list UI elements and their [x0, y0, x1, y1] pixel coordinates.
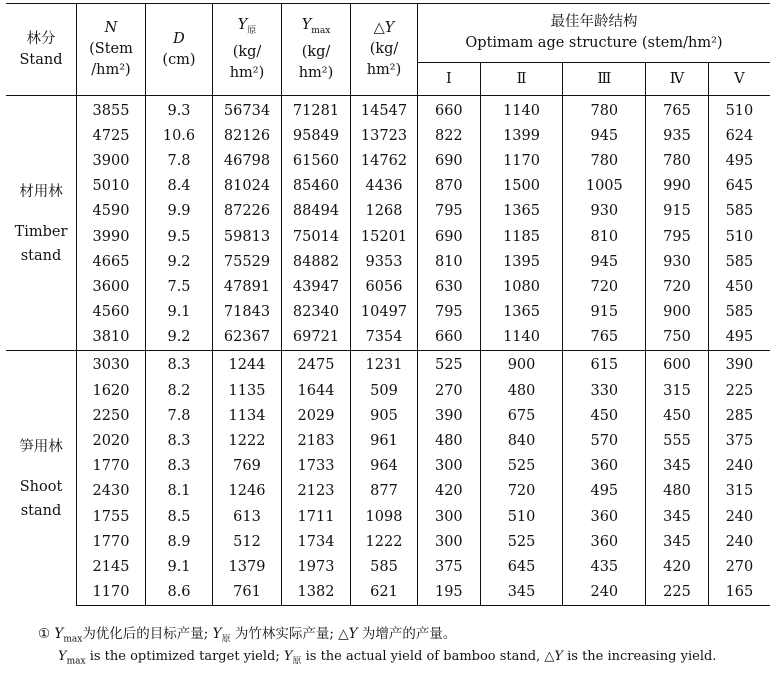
table-cell: 88494 [282, 199, 351, 224]
y-max-unit-1: (kg/ [301, 43, 331, 60]
table-row [6, 224, 770, 249]
table-cell: 8.3 [146, 350, 213, 378]
table-cell: 495 [725, 329, 754, 346]
table-cell: 240 [725, 458, 754, 475]
table-cell: 870 [418, 174, 481, 199]
table-cell: 2475 [282, 350, 351, 378]
table-cell: 1222 [213, 428, 282, 453]
table-cell: 1170 [480, 148, 563, 173]
table-cell: 930 [646, 249, 709, 274]
table-cell: 330 [563, 378, 646, 403]
table-cell: 56734 [213, 96, 282, 124]
table-cell: 82340 [282, 300, 351, 325]
table-cell: 5010 [77, 174, 146, 199]
age-class-2: Ⅱ [480, 63, 563, 96]
table-cell: 480 [418, 428, 481, 453]
footnote-cn-1: 为优化后的目标产量; [82, 626, 209, 642]
table-cell: 660 [418, 96, 481, 124]
table-cell: 495 [725, 152, 754, 169]
table-cell: 877 [351, 479, 418, 504]
table-cell: 315 [646, 378, 709, 403]
table-cell: 2250 [77, 403, 146, 428]
table-row [6, 454, 770, 479]
table-cell: 510 [480, 504, 563, 529]
table-cell: 9.2 [146, 249, 213, 274]
footnote-en [58, 647, 716, 672]
table-cell: 1246 [213, 479, 282, 504]
table-cell: 512 [213, 529, 282, 554]
table-cell: 300 [418, 504, 481, 529]
table-cell: 750 [646, 325, 709, 351]
table-cell: 390 [418, 403, 481, 428]
table-cell: 822 [418, 123, 481, 148]
stand-header-en: Stand [19, 51, 63, 68]
table-cell: 15201 [351, 224, 418, 249]
table-cell: 450 [646, 403, 709, 428]
table-cell: 1185 [480, 224, 563, 249]
table-cell: 795 [646, 224, 709, 249]
table-cell: 1098 [351, 504, 418, 529]
table-cell: 225 [725, 382, 754, 399]
table-cell: 8.9 [146, 529, 213, 554]
table-cell: 84882 [282, 249, 351, 274]
shoot-stand-label [6, 350, 77, 605]
table-cell: 1733 [282, 454, 351, 479]
table-cell: 3990 [77, 224, 146, 249]
table-cell: 4590 [77, 199, 146, 224]
table-cell: 8.1 [146, 479, 213, 504]
table-cell: 600 [646, 350, 709, 378]
table-cell: 3030 [77, 350, 146, 378]
table-cell: 2183 [282, 428, 351, 453]
table-cell: 645 [480, 554, 563, 579]
table-cell: 1395 [480, 249, 563, 274]
table-cell: 1005 [563, 174, 646, 199]
table-cell: 8.3 [146, 454, 213, 479]
table-cell: 450 [725, 278, 754, 295]
table-cell: 270 [725, 558, 754, 575]
table-cell: 71281 [282, 96, 351, 124]
table-cell: 795 [418, 300, 481, 325]
table-cell: 9.3 [146, 96, 213, 124]
table-cell: 765 [563, 325, 646, 351]
table-cell: 62367 [213, 325, 282, 351]
table-cell: 1644 [282, 378, 351, 403]
y-actual-unit-1: (kg/ [232, 43, 262, 60]
table-cell: 480 [646, 479, 709, 504]
table-cell: 1755 [77, 504, 146, 529]
table-cell: 935 [646, 123, 709, 148]
age-class-1: Ⅰ [418, 63, 481, 96]
footnote-en-1: is the optimized target yield; [89, 649, 280, 664]
table-cell: 1379 [213, 554, 282, 579]
table-cell: 7354 [351, 325, 418, 351]
table-cell: 69721 [282, 325, 351, 351]
table-cell: 8.2 [146, 378, 213, 403]
footnote-ymax-sub: max [63, 634, 83, 645]
table-cell: 14762 [351, 148, 418, 173]
table-cell: 570 [563, 428, 646, 453]
table-cell: 360 [563, 504, 646, 529]
table-cell: 59813 [213, 224, 282, 249]
table-cell: 375 [418, 554, 481, 579]
table-cell: 3900 [77, 148, 146, 173]
table-row [6, 529, 770, 554]
table-cell: 375 [725, 433, 754, 450]
table-row [6, 325, 770, 351]
table-row [6, 504, 770, 529]
table-cell: 95849 [282, 123, 351, 148]
y-max-symbol: Y [301, 17, 312, 34]
table-cell: 1222 [351, 529, 418, 554]
table-cell: 285 [725, 407, 754, 424]
footnote-ymax: Y [54, 626, 64, 642]
table-cell: 9.2 [146, 325, 213, 351]
table-cell: 420 [418, 479, 481, 504]
table-cell: 3810 [77, 325, 146, 351]
age-title-en: Optimam age structure (stem/hm²) [465, 35, 723, 51]
table-cell: 961 [351, 428, 418, 453]
y-actual-header [213, 4, 282, 96]
table-cell: 1770 [77, 454, 146, 479]
table-cell: 525 [480, 454, 563, 479]
table-cell: 624 [725, 127, 754, 144]
table-cell: 1734 [282, 529, 351, 554]
table-cell: 915 [646, 199, 709, 224]
table-cell: 240 [725, 508, 754, 525]
table-cell: 1365 [480, 300, 563, 325]
table-cell: 345 [646, 454, 709, 479]
d-unit: (cm) [162, 51, 196, 68]
shoot-label-cn: 笋用林 [19, 439, 63, 456]
table-cell: 225 [646, 580, 709, 606]
table-cell: 8.5 [146, 504, 213, 529]
table-cell: 450 [563, 403, 646, 428]
table-cell: 270 [418, 378, 481, 403]
table-cell: 945 [563, 249, 646, 274]
table-cell: 4725 [77, 123, 146, 148]
d-header [146, 4, 213, 96]
footnote-en-dy: △Y [544, 649, 563, 664]
table-cell: 85460 [282, 174, 351, 199]
table-row [6, 96, 770, 124]
table-cell: 13723 [351, 123, 418, 148]
n-unit-2: /hm²) [91, 62, 131, 78]
y-max-sub: max [311, 25, 331, 36]
footnote-cn-3: 为增产的产量。 [361, 626, 457, 642]
table-cell: 6056 [351, 274, 418, 299]
table-cell: 10.6 [146, 123, 213, 148]
table-cell: 43947 [282, 274, 351, 299]
footnote-cn-2: 为竹林实际产量; [234, 626, 334, 642]
table-cell: 1382 [282, 580, 351, 606]
table-cell: 9.9 [146, 199, 213, 224]
table-cell: 8.3 [146, 428, 213, 453]
table-row [6, 123, 770, 148]
table-cell: 795 [418, 199, 481, 224]
table-cell: 2029 [282, 403, 351, 428]
table-cell: 621 [351, 580, 418, 606]
table-row [6, 580, 770, 606]
table-cell: 9.1 [146, 300, 213, 325]
dy-symbol: △Y [373, 20, 395, 36]
table-cell: 585 [725, 304, 754, 321]
timber-label-cn: 材用林 [19, 183, 63, 200]
table-cell: 810 [563, 224, 646, 249]
stand-header [6, 4, 77, 96]
table-cell: 360 [563, 454, 646, 479]
table-cell: 660 [418, 325, 481, 351]
table-cell: 780 [563, 148, 646, 173]
footnote-en-ymax-sub: max [66, 656, 86, 667]
table-row [6, 148, 770, 173]
table-cell: 1244 [213, 350, 282, 378]
table-cell: 1135 [213, 378, 282, 403]
footnote-en-ymax: Y [58, 649, 67, 664]
table-row [6, 249, 770, 274]
table-cell: 765 [646, 96, 709, 124]
table-cell: 1770 [77, 529, 146, 554]
dy-unit-2: hm²) [366, 62, 402, 78]
table-cell: 4560 [77, 300, 146, 325]
age-class-4: Ⅳ [646, 63, 709, 96]
table-row [6, 300, 770, 325]
table-cell: 61560 [282, 148, 351, 173]
table-cell: 300 [418, 454, 481, 479]
table-row [6, 554, 770, 579]
y-actual-unit-2: hm²) [229, 64, 265, 81]
table-cell: 990 [646, 174, 709, 199]
age-title-cn: 最佳年龄结构 [550, 14, 638, 30]
footnote-cn [38, 624, 456, 650]
table-cell: 3855 [77, 96, 146, 124]
y-actual-sub: 原 [247, 25, 257, 36]
stand-header-cn: 林分 [26, 30, 56, 47]
footnote-en-2: is the actual yield of bamboo stand, [305, 649, 541, 664]
table-cell: 675 [480, 403, 563, 428]
table-row [6, 479, 770, 504]
table-cell: 915 [563, 300, 646, 325]
table-cell: 345 [646, 504, 709, 529]
table-cell: 4665 [77, 249, 146, 274]
table-cell: 780 [646, 148, 709, 173]
table-cell: 720 [480, 479, 563, 504]
table-cell: 1500 [480, 174, 563, 199]
table-cell: 720 [563, 274, 646, 299]
table-cell: 315 [725, 483, 754, 500]
table-cell: 555 [646, 428, 709, 453]
footnote-marker: ① [38, 626, 51, 642]
table-cell: 1268 [351, 199, 418, 224]
table-cell: 525 [480, 529, 563, 554]
table-cell: 780 [563, 96, 646, 124]
table-cell: 81024 [213, 174, 282, 199]
timber-stand-label [6, 96, 77, 351]
table-row [6, 403, 770, 428]
table-cell: 345 [480, 580, 563, 606]
table-cell: 930 [563, 199, 646, 224]
table-cell: 240 [563, 580, 646, 606]
table-cell: 7.5 [146, 274, 213, 299]
table-cell: 7.8 [146, 403, 213, 428]
table-cell: 585 [725, 253, 754, 270]
table-cell: 900 [480, 350, 563, 378]
dy-unit-1: (kg/ [369, 41, 399, 57]
table-cell: 47891 [213, 274, 282, 299]
table-cell: 14547 [351, 96, 418, 124]
table-cell: 240 [725, 533, 754, 550]
table-cell: 4436 [351, 174, 418, 199]
table-cell: 510 [725, 228, 754, 245]
y-max-header [282, 4, 351, 96]
table-cell: 690 [418, 224, 481, 249]
table-cell: 1365 [480, 199, 563, 224]
table-cell: 46798 [213, 148, 282, 173]
table-cell: 165 [708, 580, 770, 606]
d-symbol: D [173, 30, 185, 47]
dy-header [351, 4, 418, 96]
footnote-en-y-actual-sub: 原 [292, 656, 302, 667]
table-cell: 7.8 [146, 148, 213, 173]
table-cell: 525 [418, 350, 481, 378]
table-cell: 8.4 [146, 174, 213, 199]
table-row [6, 199, 770, 224]
table-cell: 87226 [213, 199, 282, 224]
table-cell: 9353 [351, 249, 418, 274]
footnote-en-3: is the increasing yield. [567, 649, 717, 664]
table-cell: 1620 [77, 378, 146, 403]
table-cell: 1140 [480, 325, 563, 351]
table-cell: 10497 [351, 300, 418, 325]
table-cell: 690 [418, 148, 481, 173]
n-symbol: N [104, 20, 118, 36]
table-cell: 1134 [213, 403, 282, 428]
table-cell: 82126 [213, 123, 282, 148]
table-cell: 510 [708, 96, 770, 124]
age-class-3: Ⅲ [563, 63, 646, 96]
n-unit-1: (Stem [89, 41, 133, 57]
timber-label-en-line2: stand [20, 247, 62, 264]
table-cell: 1231 [351, 350, 418, 378]
table-cell: 2430 [77, 479, 146, 504]
yield-table [6, 3, 770, 606]
table-cell: 613 [213, 504, 282, 529]
table-cell: 645 [725, 178, 754, 195]
table-cell: 810 [418, 249, 481, 274]
table-cell: 615 [563, 350, 646, 378]
table-cell: 1711 [282, 504, 351, 529]
table-cell: 195 [418, 580, 481, 606]
table-cell: 9.5 [146, 224, 213, 249]
table-cell: 420 [646, 554, 709, 579]
table-cell: 964 [351, 454, 418, 479]
table-cell: 585 [725, 203, 754, 220]
table-cell: 2123 [282, 479, 351, 504]
table-cell: 840 [480, 428, 563, 453]
table-cell: 2020 [77, 428, 146, 453]
table-cell: 2145 [77, 554, 146, 579]
table-cell: 509 [351, 378, 418, 403]
table-cell: 300 [418, 529, 481, 554]
table-cell: 9.1 [146, 554, 213, 579]
footnote-y-actual-sub: 原 [221, 634, 231, 645]
table-cell: 75529 [213, 249, 282, 274]
shoot-label-en-line1: Shoot [19, 479, 63, 496]
age-class-5: Ⅴ [734, 70, 745, 87]
table-cell: 480 [480, 378, 563, 403]
table-cell: 345 [646, 529, 709, 554]
y-actual-symbol: Y [237, 17, 248, 34]
table-cell: 761 [213, 580, 282, 606]
table-cell: 390 [708, 350, 770, 378]
table-cell: 585 [351, 554, 418, 579]
table-cell: 75014 [282, 224, 351, 249]
table-cell: 3600 [77, 274, 146, 299]
n-header [77, 4, 146, 96]
table-cell: 495 [563, 479, 646, 504]
footnote-en-y-actual: Y [283, 649, 293, 664]
table-cell: 435 [563, 554, 646, 579]
table-cell: 905 [351, 403, 418, 428]
table-cell: 1140 [480, 96, 563, 124]
table-row [6, 274, 770, 299]
footnote-y-actual: Y [212, 626, 222, 642]
footnote-dy: △Y [338, 626, 358, 642]
table-cell: 769 [213, 454, 282, 479]
table-cell: 945 [563, 123, 646, 148]
timber-label-en-line1: Timber [14, 223, 68, 240]
table-cell: 1170 [77, 580, 146, 606]
table-cell: 1973 [282, 554, 351, 579]
table-cell: 900 [646, 300, 709, 325]
shoot-label-en-line2: stand [20, 503, 62, 520]
table-cell: 8.6 [146, 580, 213, 606]
table-cell: 1399 [480, 123, 563, 148]
table-cell: 360 [563, 529, 646, 554]
table-row [6, 350, 770, 378]
table-row [6, 428, 770, 453]
table-body [6, 96, 770, 606]
table-row [6, 174, 770, 199]
y-max-unit-2: hm²) [298, 64, 334, 81]
table-cell: 1080 [480, 274, 563, 299]
table-cell: 630 [418, 274, 481, 299]
table-row [6, 378, 770, 403]
table-cell: 720 [646, 274, 709, 299]
table-cell: 71843 [213, 300, 282, 325]
age-structure-header [418, 4, 771, 63]
